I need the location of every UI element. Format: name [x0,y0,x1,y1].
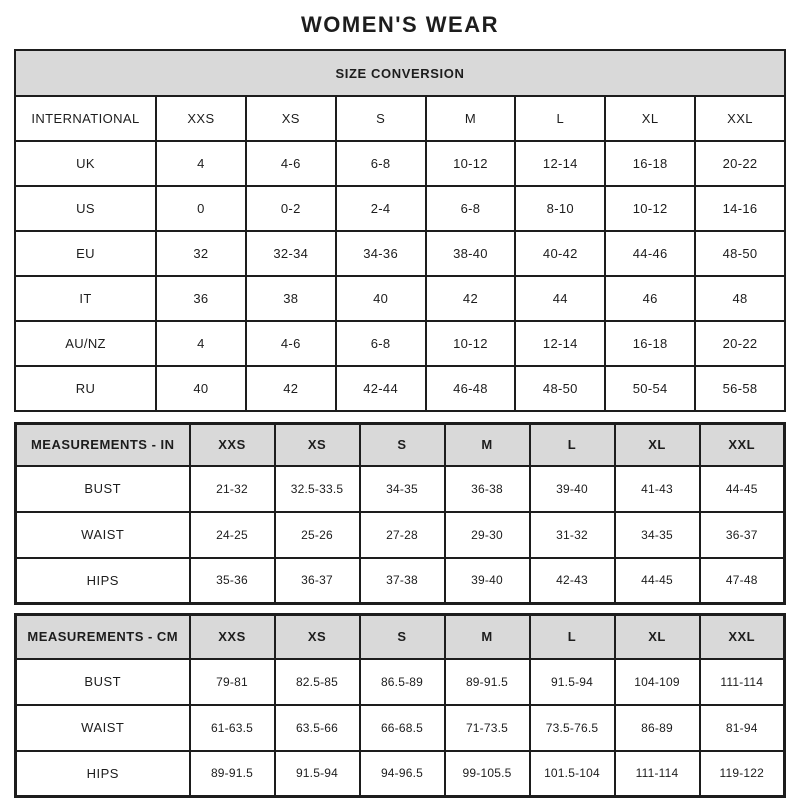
cell: 86-89 [615,705,700,751]
cell: 20-22 [695,141,785,186]
cell: 73.5-76.5 [530,705,615,751]
table-row-bust-in [16,466,785,512]
cell: 79-81 [190,659,275,705]
cell: 44-45 [700,466,785,512]
table-row-hips-cm [16,751,785,797]
cell: 32-34 [246,231,336,276]
cell: 99-105.5 [445,751,530,797]
cell: 4-6 [246,141,336,186]
cell: 39-40 [445,558,530,604]
cell: 42-44 [336,366,426,411]
table-row-aunz [15,321,785,366]
cell: 94-96.5 [360,751,445,797]
cell: 91.5-94 [530,659,615,705]
cell: 10-12 [605,186,695,231]
cell: 111-114 [615,751,700,797]
cell: 81-94 [700,705,785,751]
size-conversion-title: SIZE CONVERSION [15,50,785,96]
column-header-xxl: XXL [695,96,785,141]
measurements-in-table [14,422,786,605]
cell: 14-16 [695,186,785,231]
table-row-waist-cm [16,705,785,751]
cell: 89-91.5 [190,751,275,797]
cell: 56-58 [695,366,785,411]
column-header-m: M [426,96,516,141]
size-conversion-header-row [15,96,785,141]
cell: 38 [246,276,336,321]
cell: 6-8 [426,186,516,231]
table-row-us [15,186,785,231]
measurements-cm-title: MEASUREMENTS - CM [16,615,190,659]
measurements-cm-table [14,613,786,798]
size-header-m: M [445,615,530,659]
size-header-l: L [530,615,615,659]
table-row-hips-in [16,558,785,604]
cell: 36-37 [700,512,785,558]
cell: 48 [695,276,785,321]
row-label: AU/NZ [15,321,156,366]
cell: 20-22 [695,321,785,366]
cell: 50-54 [605,366,695,411]
cell: 104-109 [615,659,700,705]
cell: 40 [336,276,426,321]
row-label: UK [15,141,156,186]
table-row-it [15,276,785,321]
cell: 32 [156,231,246,276]
cell: 34-35 [360,466,445,512]
cell: 4-6 [246,321,336,366]
cell: 4 [156,321,246,366]
row-label: WAIST [16,512,190,558]
cell: 36-38 [445,466,530,512]
size-header-xs: XS [275,424,360,466]
column-header-xl: XL [605,96,695,141]
cell: 46 [605,276,695,321]
cell: 31-32 [530,512,615,558]
cell: 39-40 [530,466,615,512]
size-header-xl: XL [615,424,700,466]
cell: 48-50 [515,366,605,411]
size-header-s: S [360,615,445,659]
row-label: US [15,186,156,231]
cell: 6-8 [336,321,426,366]
cell: 32.5-33.5 [275,466,360,512]
size-header-xxl: XXL [700,424,785,466]
measurements-in-header-row [16,424,785,466]
cell: 42 [246,366,336,411]
table-row-waist-in [16,512,785,558]
cell: 41-43 [615,466,700,512]
cell: 21-32 [190,466,275,512]
cell: 36-37 [275,558,360,604]
cell: 34-36 [336,231,426,276]
cell: 40 [156,366,246,411]
size-header-l: L [530,424,615,466]
cell: 4 [156,141,246,186]
cell: 36 [156,276,246,321]
column-header-xxs: XXS [156,96,246,141]
cell: 8-10 [515,186,605,231]
cell: 16-18 [605,321,695,366]
cell: 10-12 [426,321,516,366]
cell: 37-38 [360,558,445,604]
cell: 44 [515,276,605,321]
cell: 25-26 [275,512,360,558]
cell: 48-50 [695,231,785,276]
cell: 82.5-85 [275,659,360,705]
table-row-bust-cm [16,659,785,705]
cell: 12-14 [515,321,605,366]
cell: 12-14 [515,141,605,186]
row-label: BUST [16,466,190,512]
cell: 63.5-66 [275,705,360,751]
cell: 71-73.5 [445,705,530,751]
column-header-xs: XS [246,96,336,141]
cell: 44-45 [615,558,700,604]
size-header-s: S [360,424,445,466]
measurements-in-title: MEASUREMENTS - IN [16,424,190,466]
cell: 2-4 [336,186,426,231]
table-row-eu [15,231,785,276]
cell: 27-28 [360,512,445,558]
row-label: EU [15,231,156,276]
cell: 61-63.5 [190,705,275,751]
cell: 42-43 [530,558,615,604]
row-label: HIPS [16,751,190,797]
cell: 40-42 [515,231,605,276]
page-title: WOMEN'S WEAR [301,12,499,37]
size-header-xs: XS [275,615,360,659]
cell: 101.5-104 [530,751,615,797]
table-row-ru [15,366,785,411]
cell: 47-48 [700,558,785,604]
cell: 44-46 [605,231,695,276]
cell: 119-122 [700,751,785,797]
cell: 89-91.5 [445,659,530,705]
cell: 10-12 [426,141,516,186]
cell: 86.5-89 [360,659,445,705]
size-conversion-caption-row [15,50,785,96]
column-header-international: INTERNATIONAL [15,96,156,141]
row-label: WAIST [16,705,190,751]
cell: 34-35 [615,512,700,558]
table-row-uk [15,141,785,186]
size-conversion-table [14,49,786,412]
cell: 46-48 [426,366,516,411]
column-header-s: S [336,96,426,141]
row-label: HIPS [16,558,190,604]
cell: 16-18 [605,141,695,186]
cell: 6-8 [336,141,426,186]
cell: 42 [426,276,516,321]
size-header-xxl: XXL [700,615,785,659]
size-header-xxs: XXS [190,424,275,466]
cell: 0-2 [246,186,336,231]
size-header-xl: XL [615,615,700,659]
column-header-l: L [515,96,605,141]
cell: 91.5-94 [275,751,360,797]
cell: 24-25 [190,512,275,558]
size-header-xxs: XXS [190,615,275,659]
cell: 29-30 [445,512,530,558]
cell: 66-68.5 [360,705,445,751]
cell: 0 [156,186,246,231]
cell: 111-114 [700,659,785,705]
cell: 35-36 [190,558,275,604]
row-label: IT [15,276,156,321]
row-label: RU [15,366,156,411]
size-header-m: M [445,424,530,466]
row-label: BUST [16,659,190,705]
cell: 38-40 [426,231,516,276]
measurements-cm-header-row [16,615,785,659]
